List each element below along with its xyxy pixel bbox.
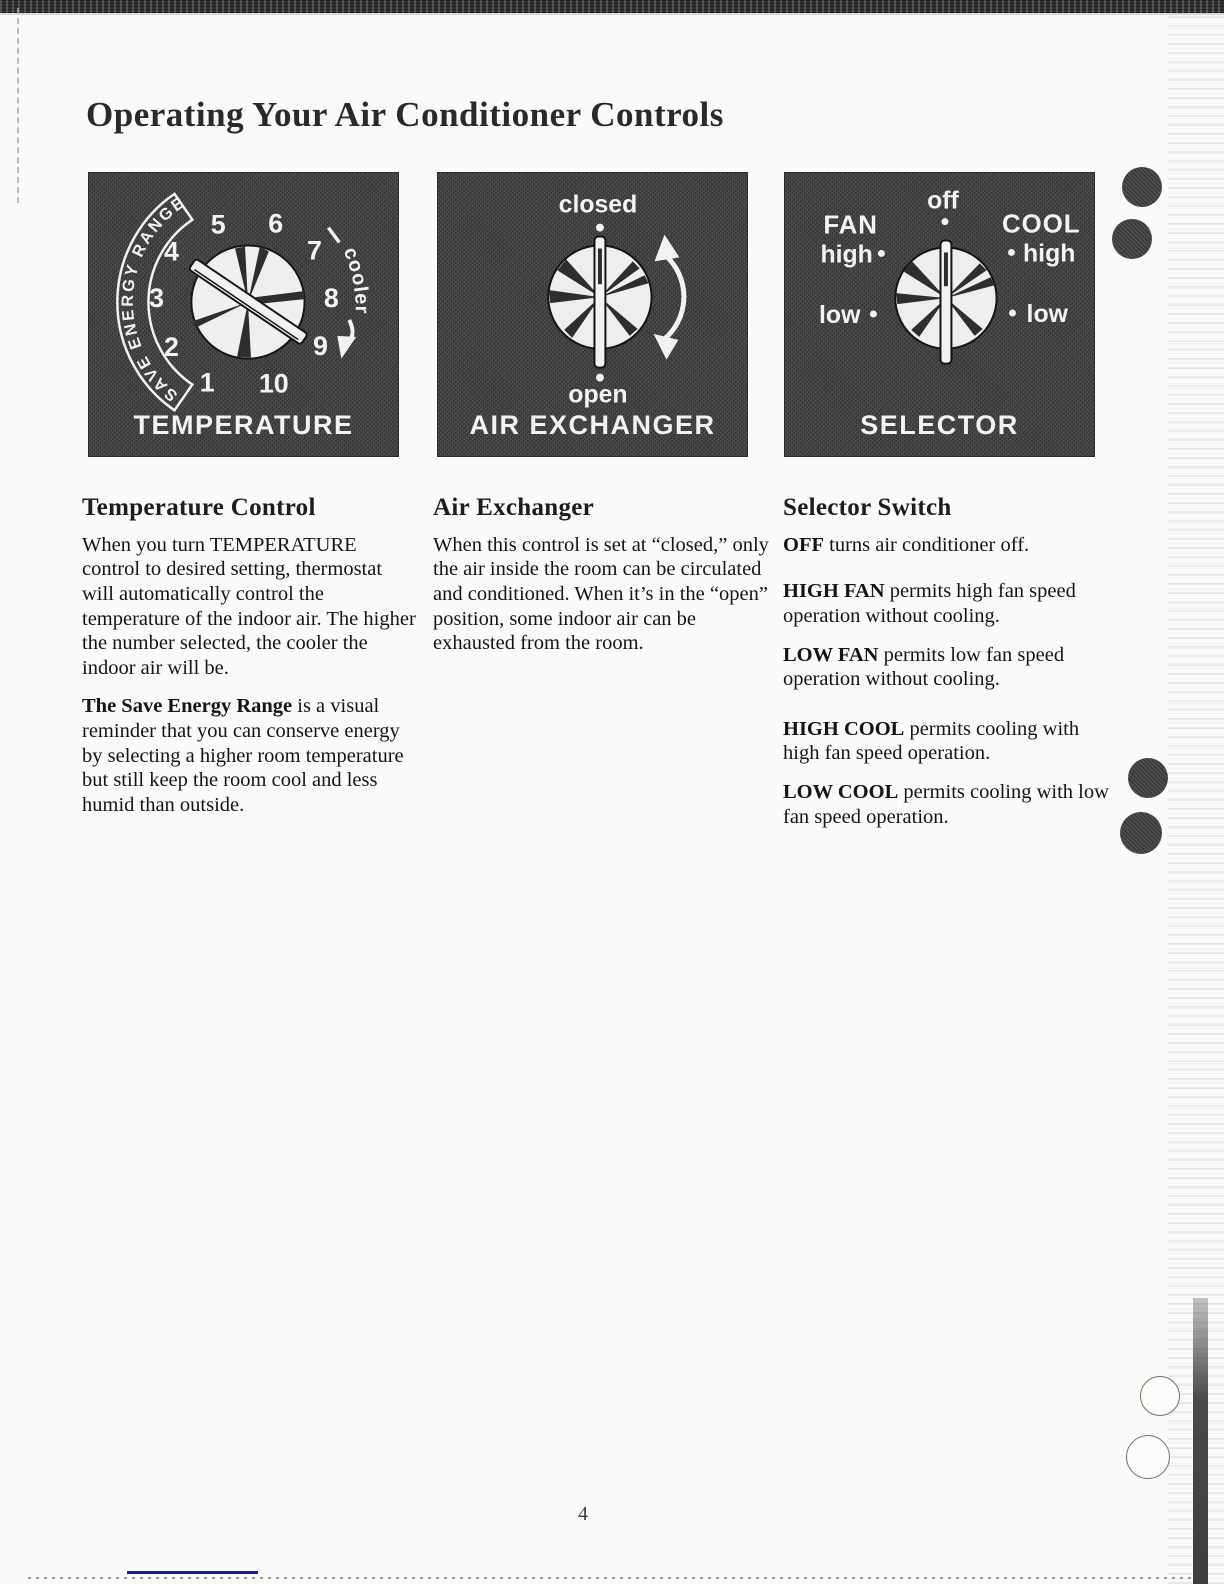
paragraph: When you turn TEMPERATURE control to desired setting, thermostat will automatically control the temperature of the indoor air. The higher the number selected, the cooler the indoor air will be. bbox=[82, 533, 416, 679]
open-position-dot bbox=[596, 374, 604, 382]
paragraph: The Save Energy Range is a visual reminder that you can conserve energy by selecting a higher room temperature but still keep the room cool and less humid than outside. bbox=[82, 695, 404, 816]
scan-top-band bbox=[0, 0, 1224, 15]
panel-selector-label: SELECTOR bbox=[860, 410, 1019, 440]
page-title: Operating Your Air Conditioner Controls bbox=[86, 95, 724, 134]
footer-blue-line bbox=[127, 1571, 258, 1574]
cool-low-dot bbox=[1009, 310, 1016, 317]
section-selector-switch bbox=[783, 494, 1119, 843]
fan-low-label: low bbox=[819, 301, 861, 329]
closed-label: closed bbox=[558, 191, 638, 219]
punch-hole-outline bbox=[1140, 1376, 1180, 1416]
dial-number-2: 2 bbox=[164, 331, 179, 362]
panel-temperature bbox=[88, 172, 399, 457]
dial-number-6: 6 bbox=[268, 208, 284, 239]
punch-hole-dark bbox=[1122, 167, 1162, 207]
air-exchanger-knob bbox=[548, 237, 651, 368]
dial-number-8: 8 bbox=[323, 283, 339, 314]
panel-selector bbox=[784, 172, 1095, 457]
selector-item-high-fan: HIGH FAN permits high fan speed operation without cooling. bbox=[783, 580, 1076, 627]
punch-hole-outline bbox=[1126, 1435, 1170, 1479]
temperature-knob bbox=[189, 245, 308, 358]
panel-temperature-label: TEMPERATURE bbox=[133, 410, 354, 440]
scan-right-dark-band bbox=[1193, 1298, 1208, 1584]
dial-number-1: 1 bbox=[199, 367, 215, 398]
selector-item-off: OFF turns air conditioner off. bbox=[783, 533, 1030, 556]
off-position-dot bbox=[941, 218, 948, 225]
fan-high-dot bbox=[878, 250, 885, 257]
selector-knob bbox=[895, 241, 996, 364]
panel-air-exchanger-label: AIR EXCHANGER bbox=[469, 410, 716, 440]
paragraph: When this control is set at “closed,” only the air inside the room can be circulated and conditioned. When it’s in the “open” position, some indoor air can be exhausted from the room. bbox=[433, 533, 769, 655]
fan-label: FAN bbox=[823, 211, 878, 240]
rotation-double-arrow bbox=[654, 235, 684, 360]
dial-number-3: 3 bbox=[149, 283, 165, 314]
punch-hole-dark bbox=[1112, 219, 1152, 259]
cooler-arrow-head bbox=[337, 336, 356, 359]
save-energy-range-label: SAVE ENERGY RANGE bbox=[118, 192, 190, 405]
cooler-label: cooler bbox=[338, 244, 373, 315]
selector-item-low-cool: LOW COOL permits cooling with low fan speed operation. bbox=[783, 780, 1109, 828]
dial-number-5: 5 bbox=[210, 209, 226, 240]
fan-high-label: high bbox=[820, 241, 873, 269]
dial-number-10: 10 bbox=[258, 368, 289, 399]
section-heading: Selector Switch bbox=[783, 494, 952, 521]
dial-number-9: 9 bbox=[313, 330, 328, 361]
dial-number-7: 7 bbox=[307, 235, 322, 266]
section-heading: Temperature Control bbox=[82, 494, 316, 521]
dial-number-4: 4 bbox=[164, 236, 179, 267]
panel-air-exchanger bbox=[437, 172, 748, 457]
selector-item-low-fan: LOW FAN permits low fan speed operation without cooling. bbox=[783, 643, 1065, 691]
selector-item-high-cool: HIGH COOL permits cooling with high fan speed operation. bbox=[783, 717, 1080, 765]
off-label: off bbox=[927, 187, 959, 215]
cooler-arrow-tail bbox=[328, 228, 339, 243]
section-temperature-control bbox=[82, 494, 418, 831]
section-heading: Air Exchanger bbox=[433, 494, 595, 521]
cool-high-dot bbox=[1008, 249, 1015, 256]
punch-hole-dark bbox=[1128, 758, 1168, 798]
fan-low-dot bbox=[870, 311, 877, 318]
open-label: open bbox=[568, 381, 628, 409]
punch-hole-dark bbox=[1120, 812, 1162, 854]
page-number: 4 bbox=[578, 1503, 588, 1525]
footer-dotted-line bbox=[28, 1577, 1196, 1579]
cool-low-label: low bbox=[1026, 300, 1068, 328]
cool-label: COOL bbox=[1002, 210, 1081, 239]
scan-left-edge-marks bbox=[17, 8, 19, 203]
section-air-exchanger bbox=[433, 494, 769, 670]
cool-high-label: high bbox=[1023, 240, 1076, 268]
closed-position-dot bbox=[596, 224, 604, 232]
